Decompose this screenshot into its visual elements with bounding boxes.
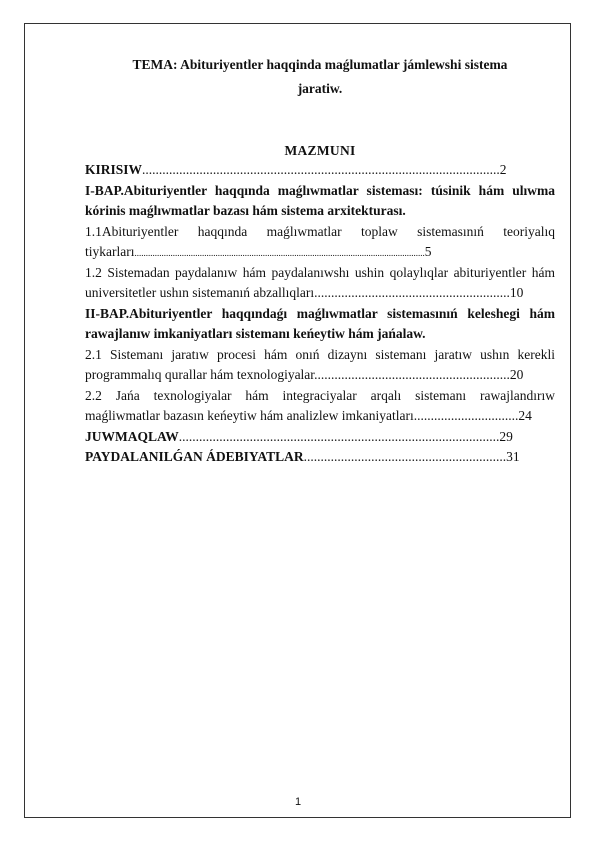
- toc-references-dots: ............................................................: [303, 449, 507, 464]
- toc-section-1-1-dots: .................................................................................................................................: [134, 248, 425, 258]
- toc-entry-intro[interactable]: [85, 160, 555, 181]
- toc-section-1-2-line2[interactable]: [85, 283, 555, 304]
- toc-section-1-1-line2[interactable]: [85, 242, 555, 263]
- toc-section-2-2-line2[interactable]: [85, 406, 555, 427]
- toc-section-2-1-line1[interactable]: 2.1 Sistemanı jaratıw procesi hám onıń dizaynı sistemanı jaratıw ushın kerekli: [85, 346, 555, 362]
- toc-intro-page: 2: [499, 162, 507, 177]
- toc-section-2-1-dots: ..........................................................: [314, 367, 510, 382]
- toc-section-2-2-page: 24: [518, 408, 532, 423]
- toc-conclusion-page: 29: [499, 428, 513, 444]
- toc-entry-references[interactable]: [85, 447, 555, 468]
- toc-chapter2-line2[interactable]: rawajlanıw imkaniyatları sistemanı keńeytiw hám jańalaw.: [85, 326, 426, 341]
- toc-section-2-1-line2[interactable]: [85, 365, 555, 386]
- page-number: 1: [294, 796, 302, 808]
- toc-conclusion-dots: ...............................................................................................: [178, 428, 500, 444]
- document-title-line2: jaratiw.: [297, 81, 343, 96]
- toc-section-1-2-dots: ..........................................................: [314, 285, 510, 300]
- toc-section-2-1-label: programmalıq qurallar hám texnologiyalar: [85, 367, 315, 382]
- toc-section-1-2-label: universitetler ushın sistemanıń abzallıqları: [85, 285, 315, 300]
- toc-section-2-2-line1[interactable]: 2.2 Jańa texnologiyalar hám integraciyalar arqalı sistemanı rawajlandırıw: [85, 387, 555, 403]
- toc-section-1-2-page: 10: [509, 285, 524, 300]
- toc-chapter1-line2[interactable]: kórinis maǵlıwmatlar bazası hám sistema arxitekturası.: [85, 203, 406, 218]
- toc-section-2-2-label: maǵliwmatlar bazasın keńeytiw hám analizlew imkaniyatları: [85, 408, 414, 423]
- toc-references-page: 31: [506, 449, 520, 464]
- toc-section-1-1-page: 5: [424, 244, 432, 259]
- toc-section-1-2-line1[interactable]: 1.2 Sistemadan paydalanıw hám paydalanıwshı ushin qolaylıqlar abituriyentler hám: [85, 264, 555, 280]
- toc-chapter1-line1[interactable]: I-BAP.Abituriyentler haqqında maǵlıwmatlar sisteması: túsinik hám ulıwma: [85, 182, 555, 198]
- toc-section-1-1-label: tiykarları: [85, 244, 135, 259]
- toc-intro-label: KIRISIW: [85, 162, 143, 177]
- document-title-line1: TEMA: Abituriyentler haqqinda maǵlumatlar jámlewshi sistema: [132, 57, 508, 72]
- toc-intro-dots: ..........................................................................................................: [142, 162, 500, 177]
- contents-heading: MAZMUNI: [284, 143, 356, 158]
- toc-section-2-1-page: 20: [509, 367, 524, 382]
- toc-conclusion-label: JUWMAQLAW: [85, 428, 179, 444]
- toc-entry-conclusion[interactable]: [85, 427, 555, 448]
- toc-chapter2-line1[interactable]: II-BAP.Abituriyentler haqqındaǵı maǵlıwmatlar sistemasınıń keleshegi hám: [85, 305, 555, 321]
- toc-references-label: PAYDALANILǴAN ÁDEBIYATLAR: [85, 449, 304, 464]
- table-of-contents: [85, 160, 555, 468]
- toc-section-2-2-dots: ...............................: [413, 408, 519, 423]
- toc-section-1-1-line1[interactable]: 1.1Abituriyentler haqqında maǵlıwmatlar toplaw sistemasınıń teoriyalıq: [85, 223, 555, 239]
